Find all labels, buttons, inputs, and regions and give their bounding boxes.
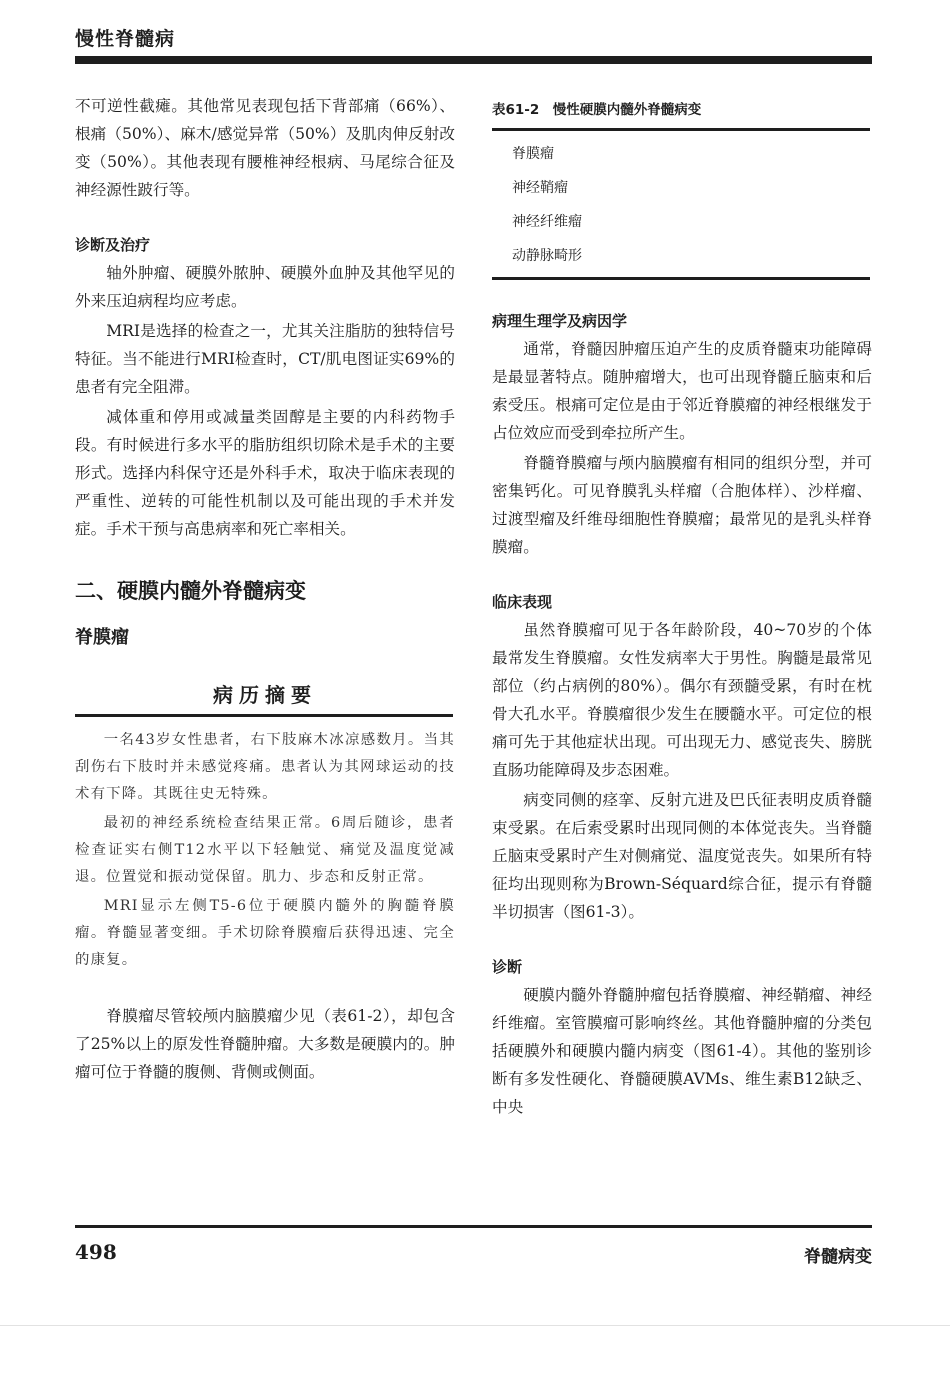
case-paragraph-1: 一名43岁女性患者，右下肢麻木冰凉感数月。当其刮伤右下肢时并未感觉疼痛。患者认为其网球运动的技术有下降。其既往史无特殊。 — [75, 732, 455, 802]
pathophysiology-paragraph-2: 脊髓脊膜瘤与颅内脑膜瘤有相同的组织分型，并可密集钙化。可见脊膜乳头样瘤（合胞体样）、沙样瘤、过渡型瘤及纤维母细胞性脊膜瘤；最常见的是乳头样脊膜瘤。 — [492, 454, 872, 556]
diagnosis-paragraph-3: 减体重和停用或减量类固醇是主要的内科药物手段。有时候进行多水平的脂肪组织切除术是手术的主要形式。选择内科保守还是外科手术，取决于临床表现的严重性、逆转的可能性机制以及可能出现的手术并发症。手术干预与高患病率和死亡率相关。 — [75, 408, 455, 538]
table-title: 表61-2 慢性硬膜内髓外脊髓病变 — [492, 102, 702, 118]
clinical-paragraph-1: 虽然脊膜瘤可见于各年龄阶段，40~70岁的个体最常发生脊膜瘤。女性发病率大于男性。胸髓是最常见部位（约占病例的80%）。偶尔有颈髓受累，有时在枕骨大孔水平。脊膜瘤很少发生在腰髓水平。可定位的根痛可先于其他症状出现。可出现无力、感觉丧失、膀胱直肠功能障碍及步态困难。 — [492, 621, 872, 779]
table-row: 脊膜瘤 — [512, 146, 554, 162]
clinical-paragraph-2: 病变同侧的痉挛、反射亢进及巴氏征表明皮质脊髓束受累。在后索受累时出现同侧的本体觉丧失。当脊髓丘脑束受累时产生对侧痛觉、温度觉丧失。如果所有特征均出现则称为Brown-Séquard综合征，提示有脊髓半切损害（图61-3）。 — [492, 791, 872, 921]
page-number: 498 — [75, 1240, 117, 1264]
diagnosis-paragraph-1: 轴外肿瘤、硬膜外脓肿、硬膜外血肿及其他罕见的外来压迫病程均应考虑。 — [75, 264, 455, 310]
section-heading: 二、硬膜内髓外脊髓病变 — [75, 579, 306, 603]
diagnosis-heading: 诊断 — [492, 958, 523, 976]
diagnosis-treatment-heading: 诊断及治疗 — [75, 236, 151, 254]
header-rule — [75, 56, 872, 64]
scan-edge-line — [0, 1325, 950, 1326]
case-summary-rule — [75, 714, 453, 717]
diagnosis-paragraph-2: MRI是选择的检查之一，尤其关注脂肪的独特信号特征。当不能进行MRI检查时，CT/肌电图证实69%的患者有完全阻滞。 — [75, 322, 455, 396]
diagnosis-paragraph: 硬膜内髓外脊髓肿瘤包括脊膜瘤、神经鞘瘤、神经纤维瘤。室管膜瘤可影响终丝。其他脊髓肿瘤的分类包括硬膜外和硬膜内髓内病变（图61-4）。其他的鉴别诊断有多发性硬化、脊髓硬膜AVMs、维生素B12缺乏、中央 — [492, 986, 872, 1116]
case-paragraph-3: MRI显示左侧T5-6位于硬膜内髓外的胸髓脊膜瘤。脊髓显著变细。手术切除脊膜瘤后获得迅速、完全的康复。 — [75, 898, 455, 968]
table-row: 神经鞘瘤 — [512, 180, 568, 196]
table-top-rule — [492, 128, 870, 131]
case-summary-box — [75, 679, 455, 974]
table-61-2 — [492, 98, 872, 280]
table-bottom-rule — [492, 277, 870, 280]
table-row: 神经纤维瘤 — [512, 214, 582, 230]
right-column — [492, 98, 872, 1123]
intro-paragraph: 不可逆性截瘫。其他常见表现包括下背部痛（66%）、根痛（50%）、麻木/感觉异常（50%）及肌肉伸反射改变（50%）。其他表现有腰椎神经根病、马尾综合征及神经源性跛行等。 — [75, 97, 455, 199]
footer-section-title: 脊髓病变 — [804, 1247, 872, 1267]
closing-paragraph: 脊膜瘤尽管较颅内脑膜瘤少见（表61-2），却包含了25%以上的原发性脊髓肿瘤。大多数是硬膜内的。肿瘤可位于脊髓的腹侧、背侧或侧面。 — [75, 1007, 455, 1081]
case-paragraph-2: 最初的神经系统检查结果正常。6周后随诊，患者检查证实右侧T12水平以下轻触觉、痛觉及温度觉减退。位置觉和振动觉保留。肌力、步态和反射正常。 — [75, 815, 455, 885]
footer-rule — [75, 1225, 872, 1228]
left-column — [75, 92, 455, 1088]
meningioma-heading: 脊膜瘤 — [75, 627, 129, 648]
running-header: 慢性脊髓病 — [75, 28, 176, 50]
pathophysiology-paragraph-1: 通常，脊髓因肿瘤压迫产生的皮质脊髓束功能障碍是最显著特点。随肿瘤增大，也可出现脊髓丘脑束和后索受压。根痛可定位是由于邻近脊膜瘤的神经根继发于占位效应而受到牵拉所产生。 — [492, 340, 872, 442]
case-summary-title: 病历摘要 — [213, 683, 317, 707]
clinical-heading: 临床表现 — [492, 593, 553, 611]
table-row: 动静脉畸形 — [512, 248, 582, 264]
pathophysiology-heading: 病理生理学及病因学 — [492, 312, 628, 330]
